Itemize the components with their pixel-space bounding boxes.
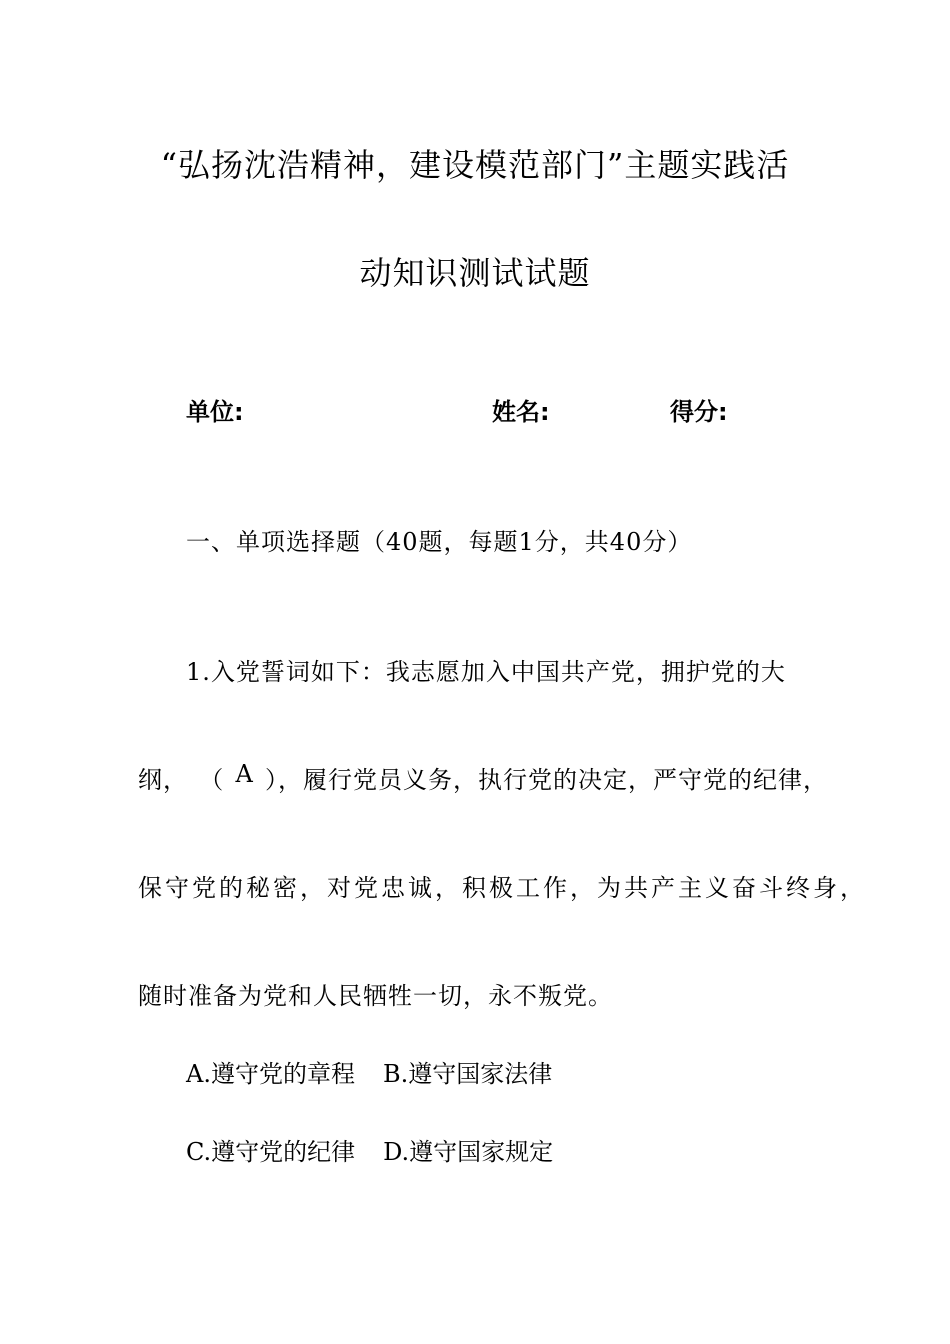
option-b: B.遵守国家法律 bbox=[382, 1060, 553, 1088]
name-field-label: 姓名: bbox=[492, 398, 550, 426]
question-1-line-2-part: ），履行党员义务，执行党的决定，严守党的纪律， bbox=[265, 766, 828, 794]
question-1-answer: A bbox=[235, 760, 254, 788]
question-1-line-2-part: 纲， bbox=[138, 766, 188, 794]
question-1-line-3: 保守党的秘密，对党忠诚，积极工作，为共产主义奋斗终身， bbox=[138, 874, 867, 902]
document-title-line-1: “弘扬沈浩精神，建设模范部门”主题实践活 bbox=[160, 146, 790, 184]
unit-field-label: 单位: bbox=[186, 398, 244, 426]
question-1-line-2 bbox=[138, 760, 828, 795]
score-field-label: 得分: bbox=[670, 398, 728, 426]
option-a: A.遵守党的章程 bbox=[186, 1060, 355, 1088]
question-1-line-2-part: （ bbox=[199, 766, 225, 794]
question-1-options-row-2 bbox=[186, 1132, 553, 1167]
section-heading: 一、单项选择题（40题，每题1分，共40分） bbox=[186, 528, 693, 556]
question-1-line-1: 1.入党誓词如下：我志愿加入中国共产党，拥护党的大 bbox=[186, 658, 786, 686]
option-c: C.遵守党的纪律 bbox=[186, 1138, 356, 1166]
question-1-line-4: 随时准备为党和人民牺牲一切，永不叛党。 bbox=[138, 982, 613, 1010]
document-title-line-2: 动知识测试试题 bbox=[359, 254, 591, 292]
option-d: D.遵守国家规定 bbox=[383, 1138, 554, 1166]
question-1-options-row-1 bbox=[186, 1054, 552, 1089]
